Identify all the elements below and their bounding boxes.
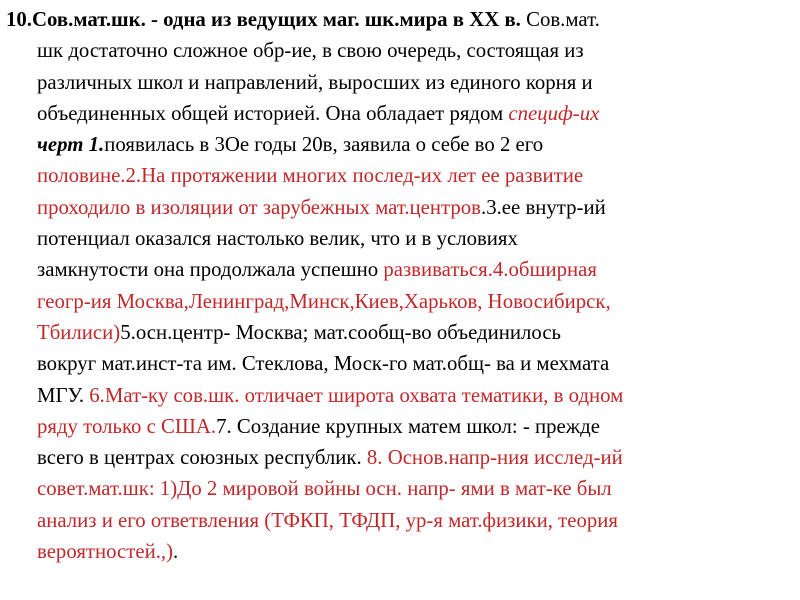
highlighted-text: 6.Мат-ку сов.шк. отличает широта охвата тематики, в одном xyxy=(89,383,624,407)
text-line xyxy=(6,160,776,191)
line-text: Сов.мат. xyxy=(520,8,600,31)
highlighted-text: половине.2.На протяжении многих послед-их лет ее развитие xyxy=(37,164,584,188)
highlighted-text: Тбилиси) xyxy=(37,320,121,344)
line-text: появилась в 3Ое годы 20в, заявила о себе во 2 его xyxy=(104,133,544,157)
line-text: МГУ. xyxy=(37,383,90,407)
text-line xyxy=(6,536,776,567)
line-text: . xyxy=(173,540,179,564)
text-line xyxy=(6,67,776,98)
text-line xyxy=(6,380,776,411)
emphasis-text: черт 1. xyxy=(37,133,105,157)
highlighted-text: вероятностей.,) xyxy=(37,540,174,564)
line-text: вокруг мат.инст-та им. Стеклова, Моск-го мат.общ- ва и мехмата xyxy=(37,352,610,376)
highlighted-text: проходило в изоляции от зарубежных мат.центров xyxy=(37,195,481,219)
text-line xyxy=(6,254,776,285)
highlighted-text: совет.мат.шк: 1)До 2 мировой войны осн. напр- ями в мат-ке был xyxy=(37,477,612,501)
highlighted-text: ряду только с США. xyxy=(37,414,217,438)
highlighted-text: развиваться.4.обширная xyxy=(383,258,597,282)
text-line xyxy=(6,505,776,536)
line-text: объединенных общей историей. Она обладает рядом xyxy=(37,101,509,125)
text-line xyxy=(6,192,776,223)
text-line xyxy=(6,442,776,473)
text-line xyxy=(6,4,776,35)
line-text: всего в центрах союзных республик. xyxy=(37,446,367,470)
text-line xyxy=(6,317,776,348)
highlighted-text: геогр-ия Москва,Ленинград,Минск,Киев,Харьков, Новосибирск, xyxy=(37,289,611,313)
line-text: .3.ее внутр-ий xyxy=(481,195,606,219)
text-line xyxy=(6,411,776,442)
highlighted-text: анализ и его ответвления (ТФКП, ТФДП, ур-я мат.физики, теория xyxy=(37,508,618,532)
text-line xyxy=(6,35,776,66)
line-text: 7. Создание крупных матем школ: - прежде xyxy=(216,414,600,438)
text-line xyxy=(6,286,776,317)
line-text: шк достаточно сложное обр-ие, в свою очередь, состоящая из xyxy=(37,39,584,63)
highlighted-text: специф-их xyxy=(508,101,600,125)
text-line xyxy=(6,98,776,129)
line-text: различных школ и направлений, выросших из единого корня и xyxy=(37,70,593,94)
heading-text: 10.Сов.мат.шк. - одна из ведущих маг. шк.мира в XX в. xyxy=(6,8,521,31)
text-line xyxy=(6,129,776,160)
highlighted-text: 8. Основ.напр-ния исслед-ий xyxy=(366,446,623,470)
text-line xyxy=(6,473,776,504)
line-text: замкнутости она продолжала успешно xyxy=(37,258,384,282)
text-line xyxy=(6,348,776,379)
slide-text-block xyxy=(6,4,776,567)
line-text: 5.осн.центр- Москва; мат.сообщ-во объединилось xyxy=(120,320,562,344)
text-line xyxy=(6,223,776,254)
line-text: потенциал оказался настолько велик, что и в условиях xyxy=(37,227,518,251)
